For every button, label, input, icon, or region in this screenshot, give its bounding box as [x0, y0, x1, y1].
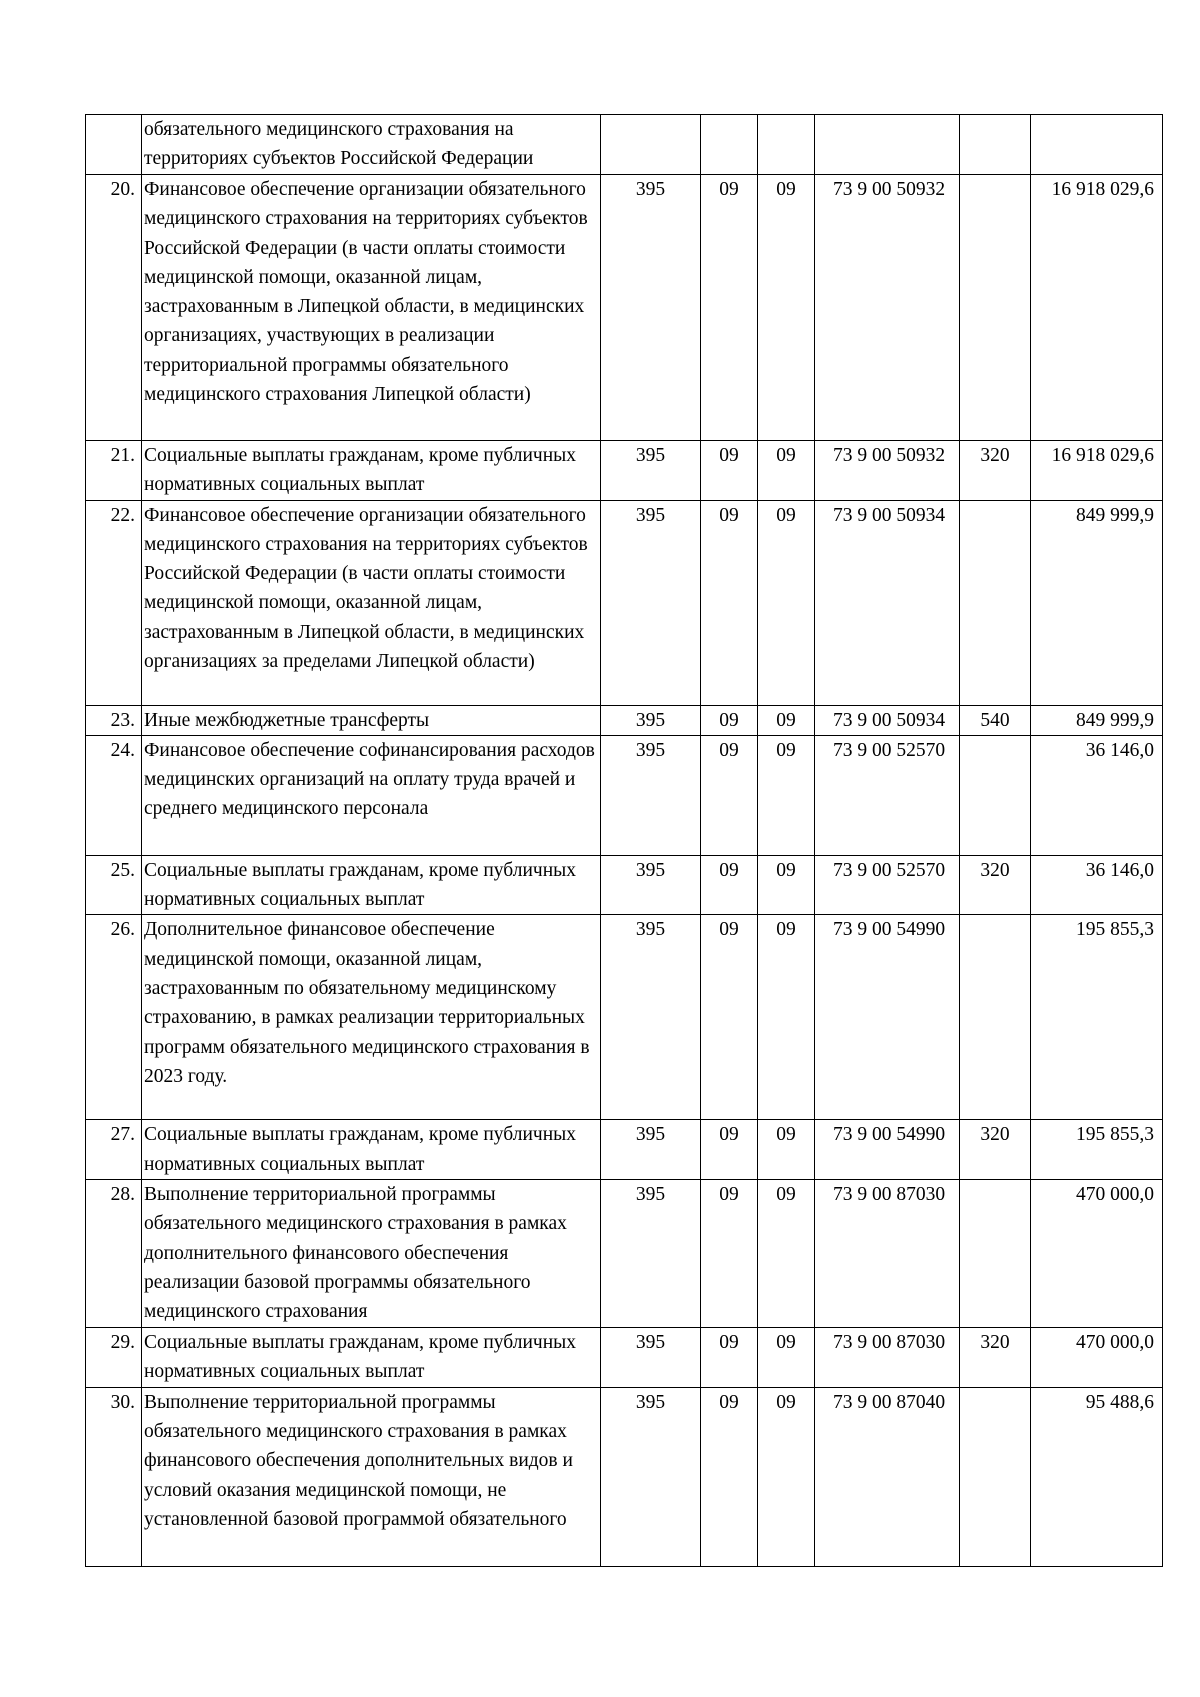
expense-type-code: 320 [960, 1328, 1031, 1388]
target-article-code: 73 9 00 50932 [815, 441, 960, 501]
row-number: 25. [86, 855, 142, 915]
admin-code: 395 [601, 500, 701, 705]
admin-code: 395 [601, 1120, 701, 1180]
expense-type-code [960, 1387, 1031, 1566]
expense-name: обязательного медицинского страхования на территориях субъектов Российской Федерации [142, 115, 601, 175]
subsection-code: 09 [758, 500, 815, 705]
amount: 16 918 029,6 [1031, 441, 1163, 501]
row-number: 29. [86, 1328, 142, 1388]
amount: 195 855,3 [1031, 915, 1163, 1120]
section-code: 09 [701, 1180, 758, 1328]
admin-code: 395 [601, 441, 701, 501]
table-row [86, 735, 1163, 855]
expense-type-code [960, 175, 1031, 441]
admin-code: 395 [601, 1387, 701, 1566]
admin-code: 395 [601, 855, 701, 915]
expense-name: Выполнение территориальной программы обязательного медицинского страхования в рамках финансового обеспечения дополнительных видов и условий оказания медицинской помощи, не установленной базовой программой обязательного [142, 1387, 601, 1566]
row-number: 20. [86, 175, 142, 441]
row-number: 24. [86, 735, 142, 855]
subsection-code: 09 [758, 705, 815, 735]
expense-name: Выполнение территориальной программы обязательного медицинского страхования в рамках дополнительного финансового обеспечения реализации базовой программы обязательного медицинского страхования [142, 1180, 601, 1328]
admin-code: 395 [601, 175, 701, 441]
table-row [86, 500, 1163, 705]
section-code: 09 [701, 705, 758, 735]
section-code: 09 [701, 1328, 758, 1388]
target-article-code [815, 115, 960, 175]
table-row [86, 441, 1163, 501]
row-number: 23. [86, 705, 142, 735]
expense-type-code [960, 500, 1031, 705]
table-row [86, 1120, 1163, 1180]
table-row [86, 705, 1163, 735]
expense-name: Иные межбюджетные трансферты [142, 705, 601, 735]
section-code: 09 [701, 915, 758, 1120]
target-article-code: 73 9 00 87040 [815, 1387, 960, 1566]
target-article-code: 73 9 00 87030 [815, 1328, 960, 1388]
section-code: 09 [701, 1120, 758, 1180]
target-article-code: 73 9 00 50934 [815, 500, 960, 705]
row-number: 30. [86, 1387, 142, 1566]
table-row [86, 175, 1163, 441]
subsection-code: 09 [758, 735, 815, 855]
expense-name: Финансовое обеспечение организации обязательного медицинского страхования на территориях субъектов Российской Федерации (в части оплаты стоимости медицинской помощи, оказанной лицам, застрахованным в Липецкой области, в медицинских организациях, участвующих в реализации территориальной программы обязательного медицинского страхования Липецкой области) [142, 175, 601, 441]
subsection-code: 09 [758, 1387, 815, 1566]
row-number: 26. [86, 915, 142, 1120]
target-article-code: 73 9 00 52570 [815, 735, 960, 855]
expense-name: Социальные выплаты гражданам, кроме публичных нормативных социальных выплат [142, 441, 601, 501]
amount: 95 488,6 [1031, 1387, 1163, 1566]
table-body [86, 115, 1163, 1567]
subsection-code: 09 [758, 1180, 815, 1328]
expense-name: Дополнительное финансовое обеспечение медицинской помощи, оказанной лицам, застрахованным по обязательному медицинскому страхованию, в рамках реализации территориальных программ обязательного медицинского страхования в 2023 году. [142, 915, 601, 1120]
amount: 16 918 029,6 [1031, 175, 1163, 441]
admin-code: 395 [601, 1180, 701, 1328]
amount: 849 999,9 [1031, 500, 1163, 705]
target-article-code: 73 9 00 54990 [815, 915, 960, 1120]
amount: 470 000,0 [1031, 1328, 1163, 1388]
expense-type-code [960, 915, 1031, 1120]
expense-type-code [960, 735, 1031, 855]
subsection-code: 09 [758, 175, 815, 441]
table-row [86, 915, 1163, 1120]
expense-type-code: 320 [960, 441, 1031, 501]
expense-type-code: 320 [960, 855, 1031, 915]
expense-type-code [960, 1180, 1031, 1328]
section-code: 09 [701, 441, 758, 501]
subsection-code: 09 [758, 855, 815, 915]
expense-name: Социальные выплаты гражданам, кроме публичных нормативных социальных выплат [142, 1328, 601, 1388]
row-number [86, 115, 142, 175]
target-article-code: 73 9 00 50932 [815, 175, 960, 441]
subsection-code: 09 [758, 915, 815, 1120]
subsection-code: 09 [758, 1120, 815, 1180]
row-number: 28. [86, 1180, 142, 1328]
expense-name: Финансовое обеспечение софинансирования расходов медицинских организаций на оплату труда врачей и среднего медицинского персонала [142, 735, 601, 855]
expense-name: Финансовое обеспечение организации обязательного медицинского страхования на территориях субъектов Российской Федерации (в части оплаты стоимости медицинской помощи, оказанной лицам, застрахованным в Липецкой области, в медицинских организациях за пределами Липецкой области) [142, 500, 601, 705]
admin-code: 395 [601, 915, 701, 1120]
section-code: 09 [701, 1387, 758, 1566]
subsection-code: 09 [758, 441, 815, 501]
section-code: 09 [701, 175, 758, 441]
row-number: 22. [86, 500, 142, 705]
amount: 470 000,0 [1031, 1180, 1163, 1328]
target-article-code: 73 9 00 54990 [815, 1120, 960, 1180]
amount: 195 855,3 [1031, 1120, 1163, 1180]
expense-name: Социальные выплаты гражданам, кроме публичных нормативных социальных выплат [142, 1120, 601, 1180]
target-article-code: 73 9 00 87030 [815, 1180, 960, 1328]
target-article-code: 73 9 00 52570 [815, 855, 960, 915]
row-number: 27. [86, 1120, 142, 1180]
admin-code: 395 [601, 735, 701, 855]
section-code: 09 [701, 735, 758, 855]
subsection-code: 09 [758, 1328, 815, 1388]
expense-type-code [960, 115, 1031, 175]
section-code [701, 115, 758, 175]
amount: 36 146,0 [1031, 855, 1163, 915]
row-number: 21. [86, 441, 142, 501]
table-row [86, 1180, 1163, 1328]
section-code: 09 [701, 500, 758, 705]
amount: 36 146,0 [1031, 735, 1163, 855]
admin-code: 395 [601, 1328, 701, 1388]
budget-table [85, 114, 1163, 1567]
amount: 849 999,9 [1031, 705, 1163, 735]
admin-code: 395 [601, 705, 701, 735]
table-row [86, 1387, 1163, 1566]
expense-name: Социальные выплаты гражданам, кроме публичных нормативных социальных выплат [142, 855, 601, 915]
table-row [86, 1328, 1163, 1388]
section-code: 09 [701, 855, 758, 915]
expense-type-code: 320 [960, 1120, 1031, 1180]
subsection-code [758, 115, 815, 175]
admin-code [601, 115, 701, 175]
amount [1031, 115, 1163, 175]
table-row [86, 855, 1163, 915]
table-row [86, 115, 1163, 175]
expense-type-code: 540 [960, 705, 1031, 735]
target-article-code: 73 9 00 50934 [815, 705, 960, 735]
